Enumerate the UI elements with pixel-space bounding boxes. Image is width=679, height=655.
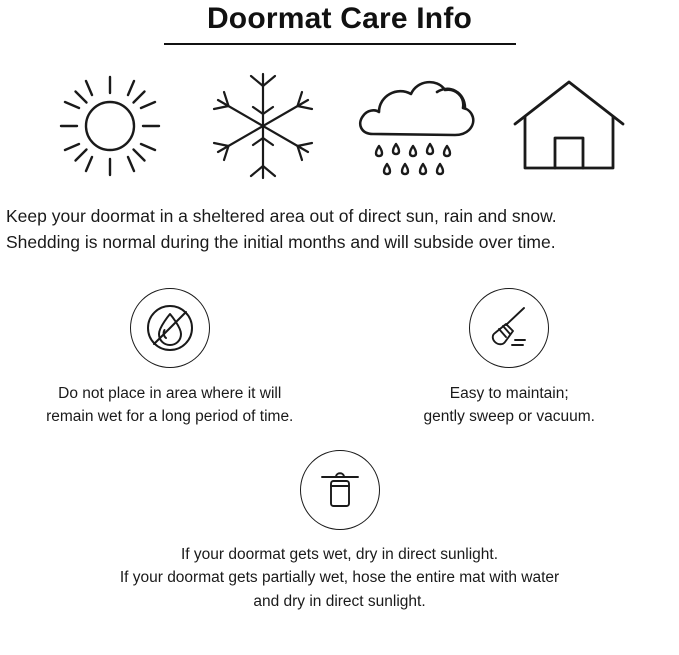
drying-section <box>0 450 679 613</box>
sweep-caption-line-2: gently sweep or vacuum. <box>423 407 595 425</box>
no-water-section <box>0 288 340 429</box>
sun-icon-cell <box>35 67 185 185</box>
rain-cloud-icon-cell <box>341 67 491 185</box>
no-water-icon <box>130 288 210 368</box>
drying-caption-line-3: and dry in direct sunlight. <box>253 592 426 610</box>
broom-sweep-icon <box>469 288 549 368</box>
no-water-caption-line-2: remain wet for a long period of time. <box>46 407 294 425</box>
lead-line-2: Shedding is normal during the initial months and will subside over time. <box>6 232 556 253</box>
hang-to-dry-icon <box>300 450 380 530</box>
no-water-caption <box>46 382 293 429</box>
weather-icon-row <box>0 45 679 185</box>
lead-line-1: Keep your doormat in a sheltered area out of direct sun, rain and snow. <box>6 205 557 226</box>
page-title: Doormat Care Info <box>206 2 473 35</box>
snowflake-icon-cell <box>188 67 338 185</box>
sweep-caption-line-1: Easy to maintain; <box>449 384 569 402</box>
rain-cloud-icon <box>351 70 481 182</box>
sweep-caption <box>424 382 595 429</box>
drying-caption-line-2: If your doormat gets partially wet, hose the entire mat with water <box>119 569 560 587</box>
sun-icon <box>55 71 165 181</box>
snowflake-icon <box>207 70 319 182</box>
house-icon-cell <box>494 67 644 185</box>
care-sections <box>0 288 679 429</box>
page-header <box>0 0 679 45</box>
sweep-section <box>340 288 679 429</box>
no-water-caption-line-1: Do not place in area where it will <box>58 384 282 402</box>
drying-caption <box>120 543 559 613</box>
drying-caption-line-1: If your doormat gets wet, dry in direct sunlight. <box>180 546 499 564</box>
lead-paragraph <box>0 185 679 256</box>
house-icon <box>509 72 629 180</box>
